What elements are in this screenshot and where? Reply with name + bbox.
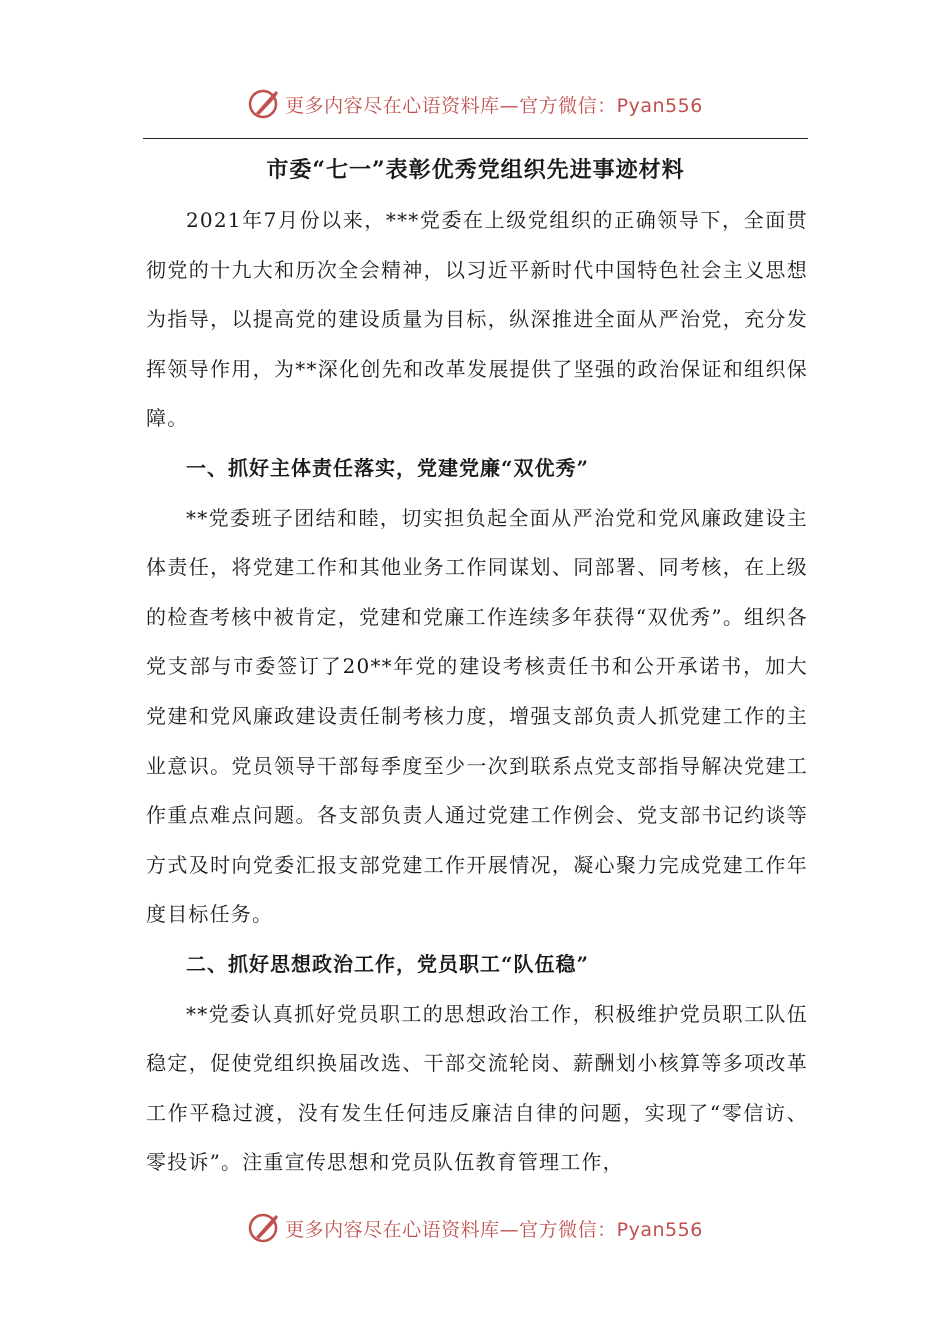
pen-nib-circle-logo-icon <box>247 87 281 121</box>
document-title: 市委“七一”表彰优秀党组织先进事迹材料 <box>266 157 685 183</box>
section-1-heading: 一、抓好主体责任落实，党建党廉“双优秀” <box>186 455 590 480</box>
header-banner <box>0 84 950 124</box>
header-banner-text: 更多内容尽在心语资料库—官方微信：Pyan556 <box>285 94 703 117</box>
footer-banner-text: 更多内容尽在心语资料库—官方微信：Pyan556 <box>285 1218 703 1241</box>
intro-paragraph: 2021年7月份以来，***党委在上级党组织的正确领导下，全面贯彻党的十九大和历次全会精神，以习近平新时代中国特色社会主义思想为指导，以提高党的建设质量为目标，纵深推进全面从严治党，充分发挥领导作用，为**深化创先和改革发展提供了坚强的政治保证和组织保障。 <box>146 208 808 431</box>
document-body <box>146 196 808 1188</box>
pen-nib-circle-logo-icon <box>247 1211 281 1245</box>
section-2-heading: 二、抓好思想政治工作，党员职工“队伍稳” <box>186 951 590 976</box>
header-divider <box>143 138 808 139</box>
section-2-paragraph: **党委认真抓好党员职工的思想政治工作，积极维护党员职工队伍稳定，促使党组织换届改选、干部交流轮岗、薪酬划小核算等多项改革工作平稳过渡，没有发生任何违反廉洁自律的问题，实现了“零信访、零投诉”。注重宣传思想和党员队伍教育管理工作， <box>146 1001 808 1175</box>
section-1-paragraph: **党委班子团结和睦，切实担负起全面从严治党和党风廉政建设主体责任，将党建工作和其他业务工作同谋划、同部署、同考核，在上级的检查考核中被肯定，党建和党廉工作连续多年获得“双优秀”。组织各党支部与市委签订了20**年党的建设考核责任书和公开承诺书，加大党建和党风廉政建设责任制考核力度，增强支部负责人抓党建工作的主业意识。党员领导干部每季度至少一次到联系点党支部指导解决党建工作重点难点问题。各支部负责人通过党建工作例会、党支部书记约谈等方式及时向党委汇报支部党建工作开展情况，凝心聚力完成党建工作年度目标任务。 <box>146 505 808 927</box>
footer-banner <box>0 1208 950 1248</box>
